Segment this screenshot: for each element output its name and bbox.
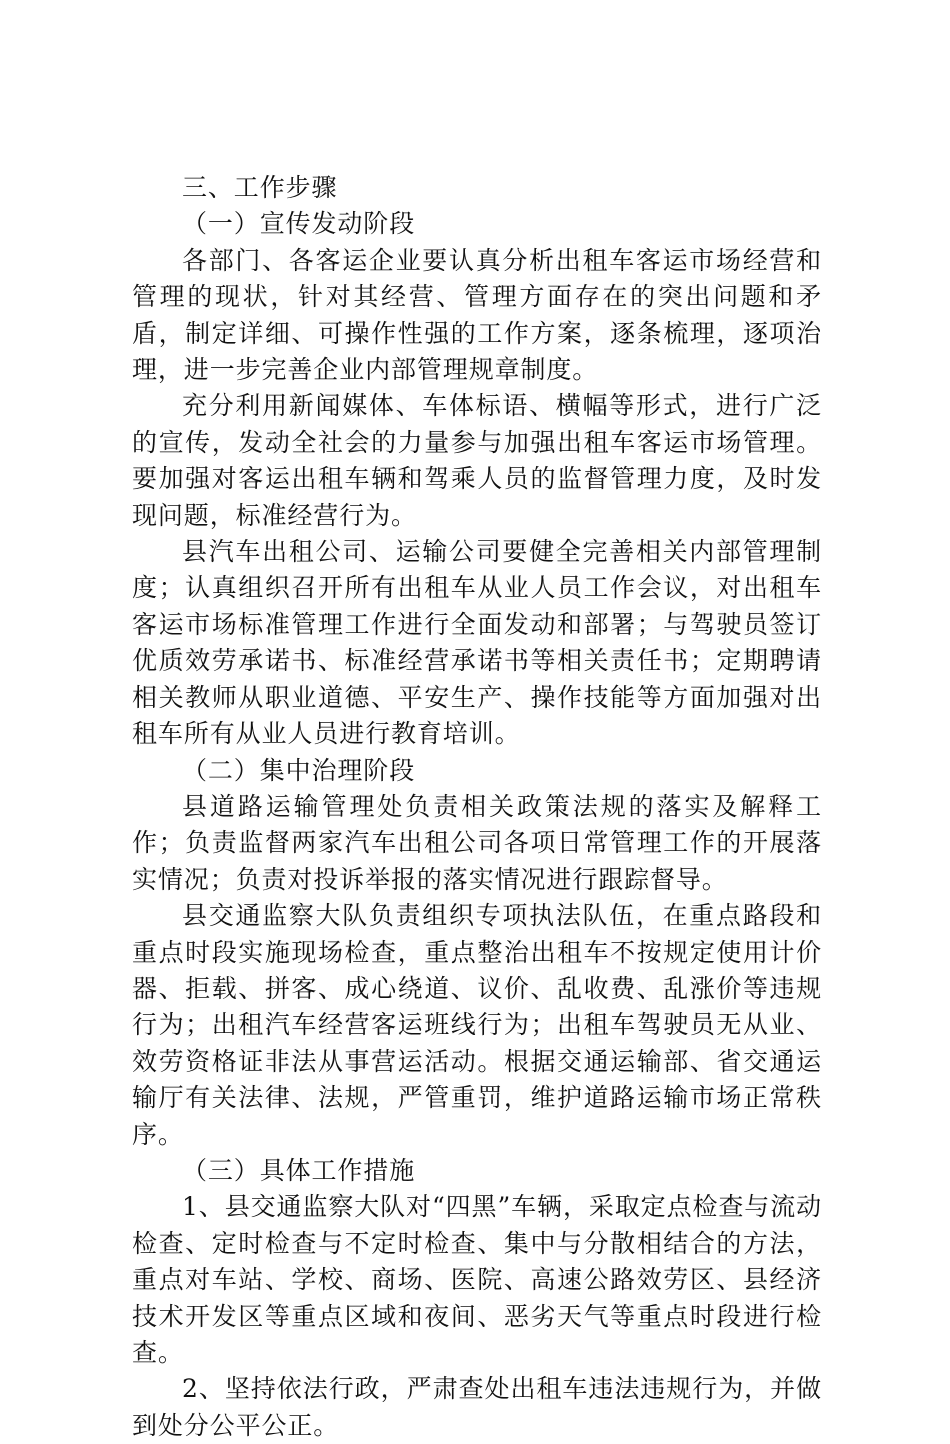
subsection-heading-centralized-governance: （二）集中治理阶段: [182, 755, 416, 785]
paragraph-measure-1: 1、县交通监察大队对“四黑”车辆，采取定点检查与流动检查、定时检查与不定时检查、集中与分散相结合的方法，重点对车站、学校、商场、医院、高速公路效劳区、县经济技术开发区等重点区域和夜间、恶劣天气等重点时段进行检查。: [132, 1192, 822, 1367]
section-heading-work-steps: 三、工作步骤: [182, 173, 338, 202]
paragraph-transport-office-duties: 县道路运输管理处负责相关政策法规的落实及解释工作；负责监督两家汽车出租公司各项日常管理工作的开展落实情况；负责对投诉举报的落实情况进行跟踪督导。: [132, 791, 822, 894]
document-body: [132, 170, 822, 1444]
paragraph-media-publicity: 充分利用新闻媒体、车体标语、横幅等形式，进行广泛的宣传，发动全社会的力量参与加强出租车客运市场管理。要加强对客运出租车辆和驾乘人员的监督管理力度，及时发现问题，标准经营行为。: [132, 391, 822, 530]
paragraph-enterprise-analysis: 各部门、各客运企业要认真分析出租车客运市场经营和管理的现状，针对其经营、管理方面存在的突出问题和矛盾，制定详细、可操作性强的工作方案，逐条梳理，逐项治理，进一步完善企业内部管理规章制度。: [132, 245, 822, 385]
subsection-heading-specific-measures: （三）具体工作措施: [182, 1155, 416, 1185]
subsection-heading-publicity-stage: （一）宣传发动阶段: [182, 209, 416, 239]
paragraph-company-management: 县汽车出租公司、运输公司要健全完善相关内部管理制度；认真组织召开所有出租车从业人员工作会议，对出租车客运市场标准管理工作进行全面发动和部署；与驾驶员签订优质效劳承诺书、标准经营承诺书等相关责任书；定期聘请相关教师从职业道德、平安生产、操作技能等方面加强对出租车所有从业人员进行教育培训。: [132, 537, 822, 749]
paragraph-inspection-brigade-duties: 县交通监察大队负责组织专项执法队伍，在重点路段和重点时段实施现场检查，重点整治出租车不按规定使用计价器、拒载、拼客、成心绕道、议价、乱收费、乱涨价等违规行为；出租汽车经营客运班线行为；出租车驾驶员无从业、效劳资格证非法从事营运活动。根据交通运输部、省交通运输厅有关法律、法规，严管重罚，维护道路运输市场正常秩序。: [132, 901, 822, 1149]
paragraph-measure-2: 2、坚持依法行政，严肃查处出租车违法违规行为，并做到处分公平公正。: [132, 1374, 822, 1440]
